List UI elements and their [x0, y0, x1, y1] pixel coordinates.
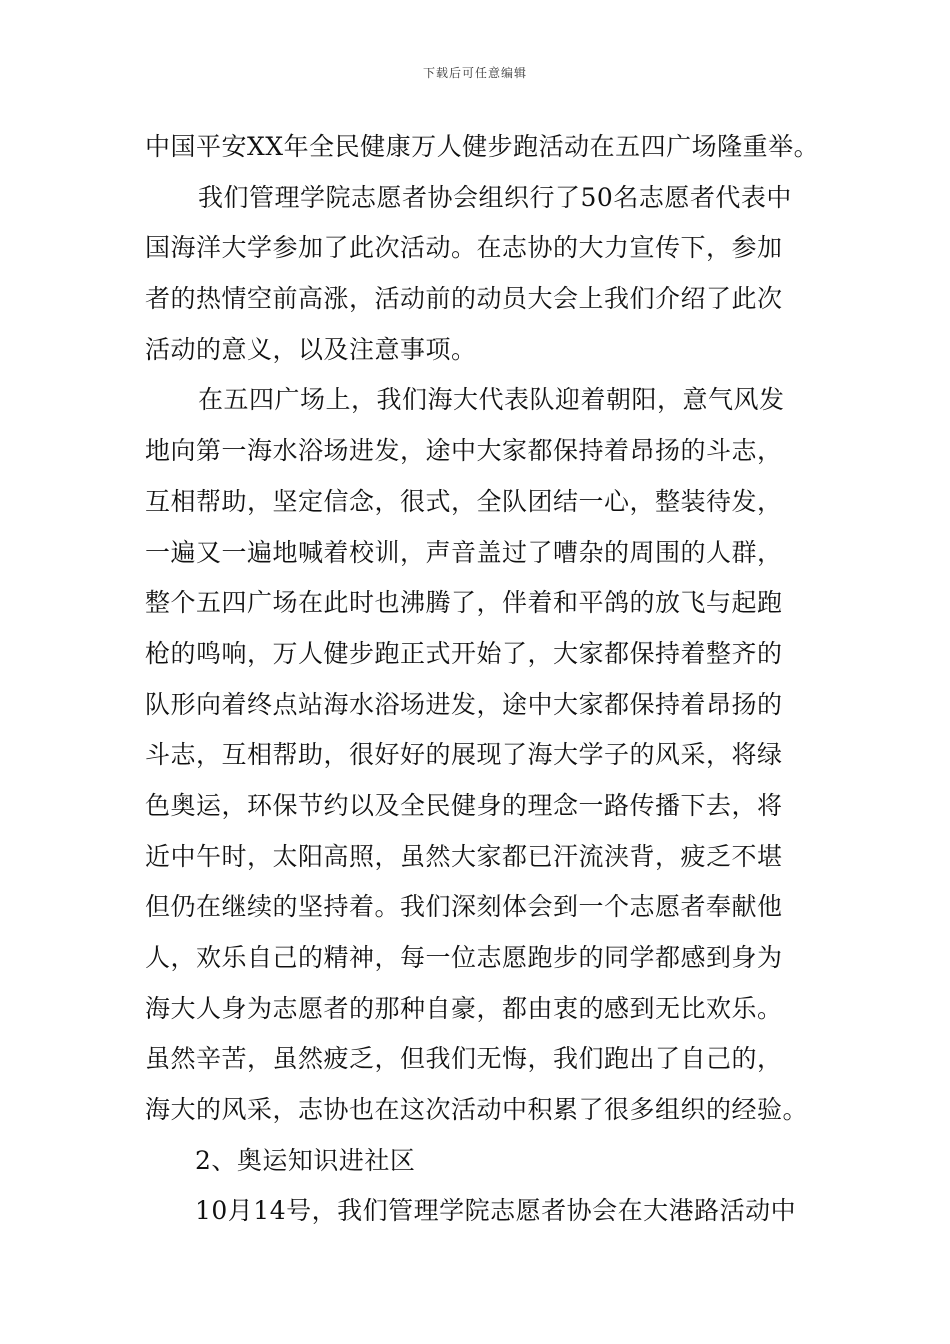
text-line: 人，欢乐自己的精神，每一位志愿跑步的同学都感到身为 [145, 943, 783, 972]
text-line: 互相帮助，坚定信念，很式，全队团结一心，整装待发， [145, 486, 783, 516]
page-header-note: 下载后可任意编辑 [422, 66, 527, 80]
text-line: 色奥运，环保节约以及全民健身的理念一路传播下去，将 [145, 790, 783, 820]
text-line: 队形向着终点站海水浴场进发，途中大家都保持着昂扬的 [145, 689, 783, 719]
section-heading: 2、奥运知识进社区 [195, 1145, 416, 1175]
paragraph-start-line: 在五四广场上，我们海大代表队迎着朝阳，意气风发 [198, 385, 785, 415]
text-line: 海大的风采，志协也在这次活动中积累了很多组织的经验。 [145, 1095, 809, 1125]
text-line: 海大人身为志愿者的那种自豪，都由衷的感到无比欢乐。 [145, 993, 783, 1023]
paragraph-start-line: 我们管理学院志愿者协会组织行了50名志愿者代表中 [198, 182, 792, 212]
document-body [145, 122, 820, 1237]
text-line: 国海洋大学参加了此次活动。在志协的大力宣传下，参加 [145, 233, 783, 263]
text-line: 者的热情空前高涨，活动前的动员大会上我们介绍了此次 [145, 284, 783, 314]
text-line: 近中午时，太阳高照，虽然大家都已汗流浃背，疲乏不堪 [145, 841, 783, 871]
text-line: 整个五四广场在此时也沸腾了，伴着和平鸽的放飞与起跑 [145, 588, 783, 618]
text-line: 斗志，互相帮助，很好好的展现了海大学子的风采，将绿 [145, 740, 783, 770]
text-line: 枪的鸣响，万人健步跑正式开始了，大家都保持着整齐的 [145, 638, 783, 668]
text-line: 一遍又一遍地喊着校训，声音盖过了嘈杂的周围的人群， [145, 537, 783, 567]
text-line: 虽然辛苦，虽然疲乏，但我们无悔，我们跑出了自己的， [145, 1044, 783, 1074]
text-line: 中国平安XX年全民健康万人健步跑活动在五四广场隆重举。 [145, 132, 820, 161]
paragraph-start-line: 10月14号，我们管理学院志愿者协会在大港路活动中 [195, 1196, 797, 1226]
text-line: 活动的意义，以及注意事项。 [145, 334, 477, 364]
text-line: 但仍在继续的坚持着。我们深刻体会到一个志愿者奉献他 [145, 892, 783, 922]
text-line: 地向第一海水浴场进发，途中大家都保持着昂扬的斗志， [145, 436, 783, 466]
